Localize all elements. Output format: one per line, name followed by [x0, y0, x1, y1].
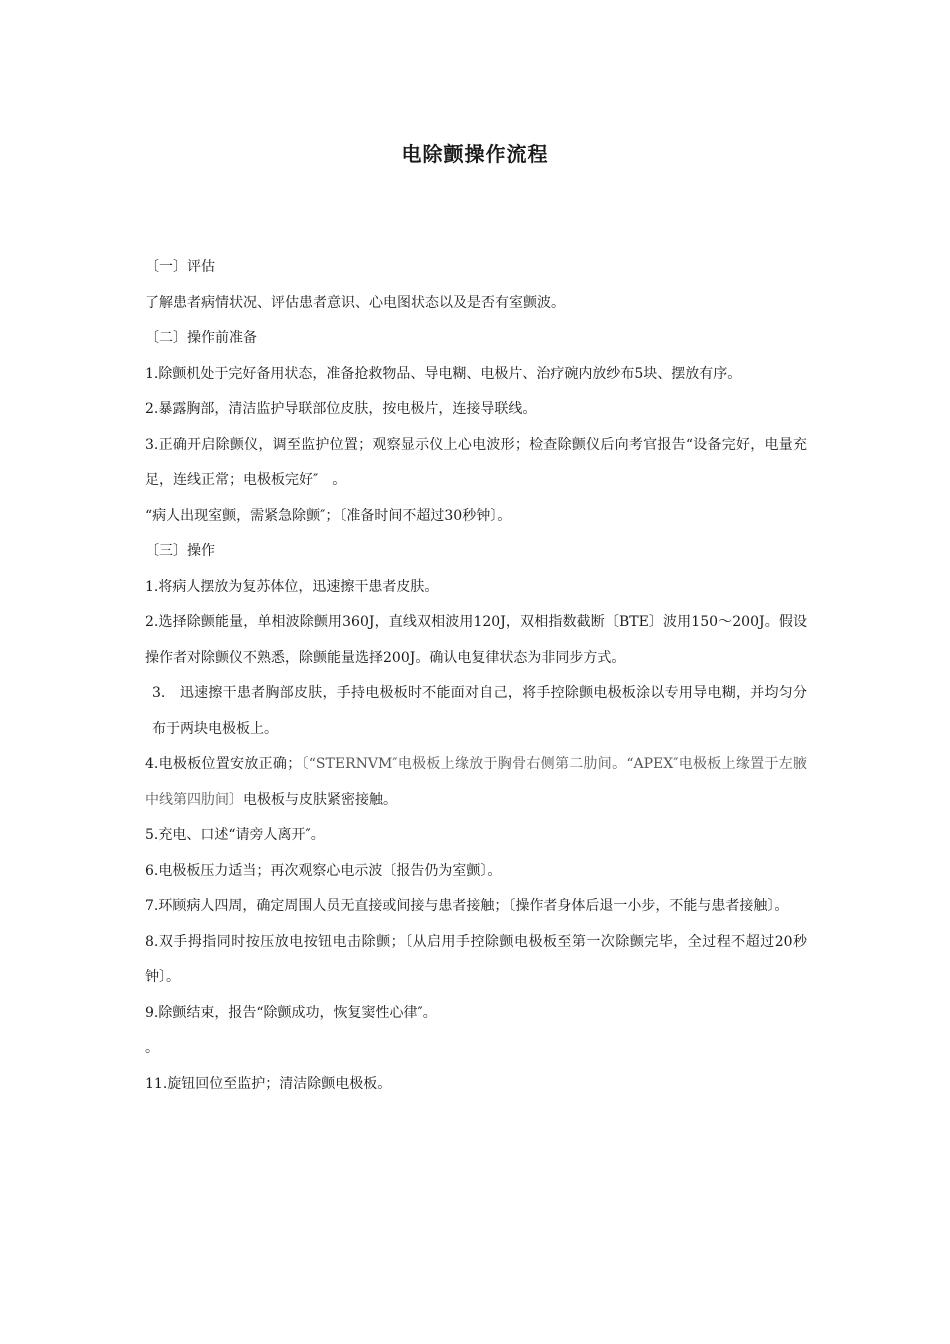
paragraph-op-1: 1.将病人摆放为复苏体位，迅速擦干患者皮肤。: [145, 578, 439, 595]
paragraph-op-10: 。: [145, 1040, 159, 1056]
paragraph-op-8: 8.双手拇指同时按压放电按钮电击除颤；〔从启用手控除颤电极板至第一次除颤完毕，全过程不超过20秒钟〕。: [145, 933, 807, 985]
page-title: 电除颤操作流程: [401, 142, 549, 166]
paragraph-op-4-tail: 电极板与皮肤紧密接触。: [243, 791, 397, 808]
paragraph-prep-4: “病人出现室颤，需紧急除颤″；〔准备时间不超过30秒钟〕。: [145, 507, 512, 524]
paragraph-prep-2: 2.暴露胸部，清洁监护导联部位皮肤，按电极片，连接导联线。: [145, 401, 537, 417]
section-heading-preparation: 〔二〕操作前准备: [145, 330, 257, 346]
paragraph-op-4: [145, 747, 807, 818]
paragraph-op-3: 3. 迅速擦干患者胸部皮肤，手持电极板时不能面对自己，将手控除颤电极板涂以专用导电糊，并均匀分布于两块电极板上。: [152, 685, 807, 737]
paragraph-op-11: 11.旋钮回位至监护；清洁除颤电极板。: [145, 1075, 392, 1092]
paragraph-op-4-note: 〔“STERNVM″电极板上缘放于胸骨右侧第二肋间。“APEX″电极板上缘置于左腋中线第四肋间〕: [145, 756, 808, 808]
paragraph-op-5: 5.充电、口述“请旁人离开″。: [145, 827, 325, 843]
paragraph-op-4-lead: 4.电极板位置安放正确；: [145, 756, 302, 772]
section-heading-operation: 〔三〕操作: [145, 543, 215, 559]
paragraph-op-6: 6.电极板压力适当；再次观察心电示波〔报告仍为室颤〕。: [145, 862, 502, 879]
paragraph-op-2: 2.选择除颤能量，单相波除颤用360J，直线双相波用120J，双相指数截断〔BTE〕波用150～200J。假设操作者对除颤仪不熟悉，除颤能量选择200J。确认电复律状态为非同步方式。: [145, 614, 807, 666]
section-heading-assessment: 〔一〕评估: [145, 259, 215, 275]
paragraph-prep-3: 3.正确开启除颤仪，调至监护位置；观察显示仪上心电波形；检查除颤仪后向考官报告“设备完好，电量充足，连线正常；电极板完好″ 。: [145, 436, 807, 488]
document-body: [145, 250, 807, 1102]
paragraph-prep-1: 1.除颤机处于完好备用状态，准备抢救物品、导电糊、电极片、治疗碗内放纱布5块、摆放有序。: [145, 365, 742, 382]
paragraph-op-9: 9.除颤结束，报告“除颤成功，恢复窦性心律″。: [145, 1004, 437, 1021]
paragraph-op-7: 7.环顾病人四周，确定周围人员无直接或间接与患者接触；〔操作者身体后退一小步，不能与患者接触〕。: [145, 898, 789, 914]
paragraph-assessment: 了解患者病情状况、评估患者意识、心电图状态以及是否有室颤波。: [145, 294, 565, 311]
